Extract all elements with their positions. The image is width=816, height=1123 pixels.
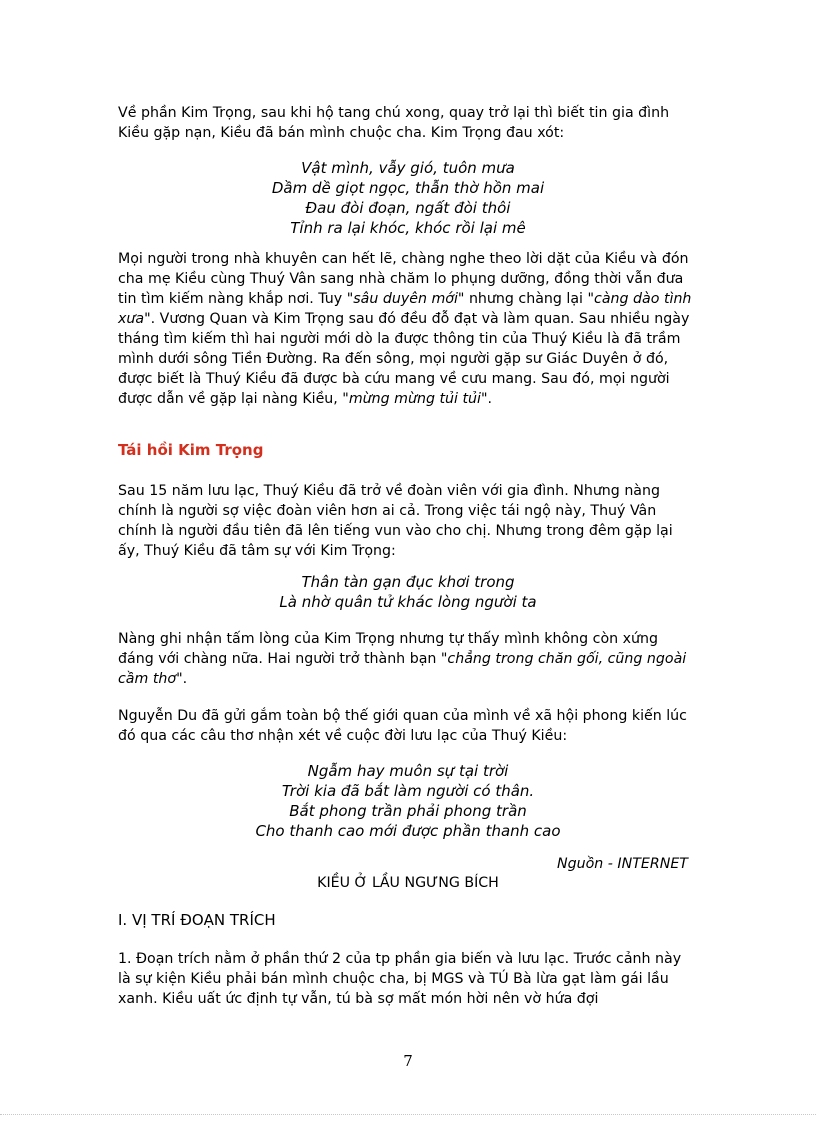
quote-italic: càng dào tình xưa (118, 291, 692, 327)
quote-italic: sâu duyên mới (353, 291, 458, 307)
poem-line: Vật mình, vẫy gió, tuôn mưa (301, 159, 515, 177)
paragraph-reunion: Sau 15 năm lưu lạc, Thuý Kiều đã trở về đoàn viên với gia đình. Nhưng nàng chính là người sợ việc đoàn viên hơn ai cả. Trong việc tái ngộ này, Thuý Vân chính là người đầu tiên đã lên tiếng vun vào cho chị. Nhưng trong đêm gặp lại ấy, Thuý Kiều đã tâm sự với Kim Trọng: (118, 483, 673, 559)
section-heading-position: I. VỊ TRÍ ĐOẠN TRÍCH (118, 911, 276, 929)
poem-line: Đau đòi đoạn, ngất đòi thôi (305, 199, 511, 217)
quote-italic: mừng mừng tủi tủi (348, 391, 481, 407)
text-run: Mọi người trong nhà khuyên can hết lẽ, chàng nghe theo lời dặt của Kiều và đón cha mẹ Kiều cùng Thuý Vân sang nhà chăm lo phụng dưỡng, đồng thời vẫn đưa tin tìm kiếm nàng khắp nơi. Tuy " (118, 251, 689, 307)
poem-line: Thân tàn gạn đục khơi trong (301, 573, 515, 591)
poem-line: Dầm dề giọt ngọc, thẫn thờ hồn mai (271, 179, 545, 197)
paragraph-excerpt-position: 1. Đoạn trích nằm ở phần thứ 2 của tp phần gia biến và lưu lạc. Trước cảnh này là sự kiện Kiều phải bán mình chuộc cha, bị MGS và TÚ Bà lừa gạt làm gái lầu xanh. Kiều uất ức định tự vẫn, tú bà sợ mất món hời nên vờ hứa đợi (118, 951, 682, 1007)
text-run: Nàng ghi nhận tấm lòng của Kim Trọng nhưng tự thấy mình không còn xứng đáng với chàng nữa. Hai người trở thành bạn " (118, 631, 659, 667)
text-run: ". (481, 391, 493, 407)
poem-block-2 (0, 572, 816, 612)
section-heading-reunion: Tái hồi Kim Trọng (118, 441, 264, 459)
poem-block-1 (0, 158, 816, 238)
source-attribution: Nguồn - INTERNET (557, 856, 688, 872)
text-run: " nhưng chàng lại " (457, 291, 595, 307)
paragraph-acknowledgement (118, 629, 698, 689)
article-title: KIỀU Ở LẦU NGƯNG BÍCH (317, 875, 499, 891)
poem-block-3 (0, 761, 816, 841)
poem-line: Tỉnh ra lại khóc, khóc rồi lại mê (290, 219, 526, 237)
paragraph-kim-trong-return: Về phần Kim Trọng, sau khi hộ tang chú xong, quay trở lại thì biết tin gia đình Kiều gặp nạn, Kiều đã bán mình chuộc cha. Kim Trọng đau xót: (118, 105, 670, 141)
poem-line: Bắt phong trần phải phong trần (289, 802, 527, 820)
page-number: 7 (403, 1052, 413, 1070)
text-run: ". (176, 671, 188, 687)
poem-line: Là nhờ quân tử khác lòng người ta (279, 593, 537, 611)
text-run: ". Vương Quan và Kim Trọng sau đó đều đỗ đạt và làm quan. Sau nhiều ngày tháng tìm kiếm thì hai người mới dò la được thông tin của Thuý Kiều là đã trầm mình dưới sông Tiền Đường. Ra đến sông, mọi người gặp sư Giác Duyên ở đó, được biết là Thuý Kiều đã được bà cứu mang về cưu mang. Sau đó, mọi người được dẫn về gặp lại nàng Kiều, " (118, 311, 690, 407)
footer-divider (0, 1114, 816, 1115)
paragraph-nguyen-du: Nguyễn Du đã gửi gắm toàn bộ thế giới quan của mình về xã hội phong kiến lúc đó qua các câu thơ nhận xét về cuộc đời lưu lạc của Thuý Kiều: (118, 708, 687, 744)
paragraph-family-search (118, 249, 698, 409)
poem-line: Cho thanh cao mới được phần thanh cao (255, 822, 561, 840)
poem-line: Ngẫm hay muôn sự tại trời (307, 762, 509, 780)
poem-line: Trời kia đã bắt làm người có thân. (281, 782, 535, 800)
quote-italic: chẳng trong chăn gối, cũng ngoài cầm thơ (118, 651, 687, 687)
